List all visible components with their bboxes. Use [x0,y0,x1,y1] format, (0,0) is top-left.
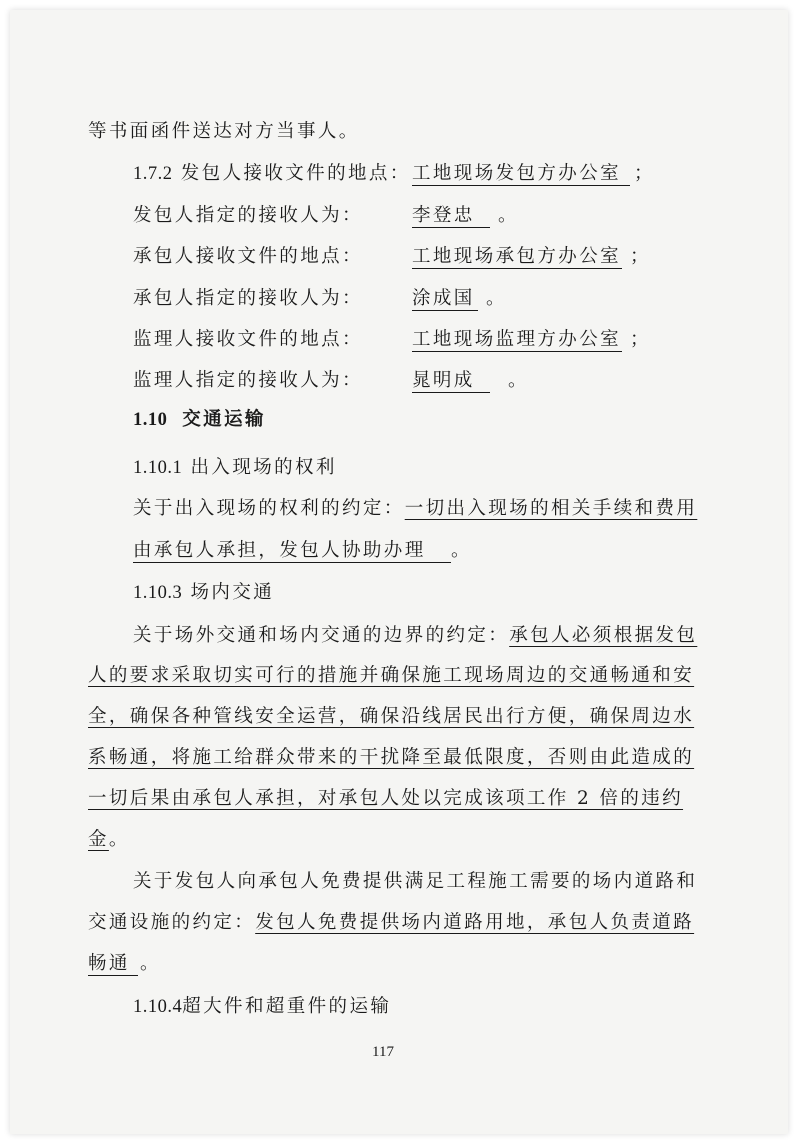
field-value: 工地现场监理方办公室 [412,329,622,350]
text-line [133,245,363,269]
subsection-heading [133,456,337,480]
text-line [88,952,161,976]
subsection-heading [133,995,391,1019]
underlined-value: 人的要求采取切实可行的措施并确保施工现场周边的交通畅通和安 [88,665,695,686]
field-value-line [412,245,651,269]
field-label: 承包人接收文件的地点： [133,246,363,267]
underlined-value: 一切后果由承包人承担，对承包人处以完成该项工作 2 倍的违约 [88,788,684,809]
subsection-number: 1.10.3 [133,583,183,603]
clause-number: 1.7.2 [133,164,173,184]
punctuation: ； [630,246,651,267]
field-value: 晁明成 [412,370,490,393]
paragraph-text: 等书面函件送达对方当事人。 [88,121,360,142]
field-value-line [412,162,655,186]
text-line [133,369,363,393]
text-line [88,828,130,852]
subsection-number: 1.10.1 [133,458,183,478]
field-value-line [412,369,529,393]
underlined-value: 系畅通，将施工给群众带来的干扰降至最低限度，否则由此造成的 [88,747,695,768]
text-line [88,664,694,688]
underlined-value: 畅通 [88,953,138,976]
section-number: 1.10 [133,410,168,430]
punctuation: ； [634,163,655,184]
subsection-title: 场内交通 [190,582,275,603]
punctuation: 。 [508,370,529,391]
text-line [88,787,683,811]
underlined-value: 全，确保各种管线安全运营，确保沿线居民出行方便，确保周边水 [88,706,695,727]
text-line [88,911,694,935]
field-value-line [412,328,651,352]
punctuation: ； [630,329,651,350]
section-heading [133,408,266,432]
section-title: 交通运输 [182,409,266,430]
punctuation: 。 [486,288,507,309]
text-line [133,204,363,228]
field-label: 监理人接收文件的地点： [133,329,363,350]
punctuation: 。 [108,829,130,850]
punctuation: 。 [140,953,161,974]
text-line [88,705,694,729]
page-number: 117 [372,1044,394,1060]
underlined-value: 一切出入现场的相关手续和费用 [404,498,698,519]
field-label: 发包人接收文件的地点： [180,163,411,184]
underlined-value: 承包人必须根据发包 [509,625,698,646]
text-line [133,328,363,352]
subsection-title: 出入现场的权利 [190,457,337,478]
paragraph-text: 关于发包人向承包人免费提供满足工程施工需要的场内道路和 [133,871,698,892]
field-value-line [412,204,519,228]
text-line [133,287,363,311]
underlined-value: 由承包人承担，发包人协助办理 [133,540,451,563]
field-value: 工地现场承包方办公室 [412,246,622,267]
field-label: 监理人指定的接收人为： [133,370,363,391]
field-label: 承包人指定的接收人为： [133,288,363,309]
underlined-value: 发包人免费提供场内道路用地，承包人负责道路 [255,912,695,933]
subsection-title: 超大件和超重件的运输 [182,996,392,1017]
paragraph-label: 关于出入现场的权利的约定： [133,498,405,519]
text-line [133,870,697,894]
subsection-number: 1.10.4 [133,997,183,1017]
punctuation: 。 [451,540,472,561]
clause-1-7-2 [133,162,411,186]
field-label: 发包人指定的接收人为： [133,205,363,226]
text-line [88,746,694,770]
punctuation: 。 [498,205,519,226]
text-line [133,497,697,521]
text-line [133,624,697,648]
field-value: 涂成国 [412,288,478,311]
field-value: 工地现场发包方办公室 [412,163,630,186]
field-value-line [412,287,507,311]
underlined-value: 金 [88,829,109,850]
text-line [133,539,472,563]
paragraph-label: 交通设施的约定： [88,912,256,933]
text-line [88,120,360,144]
field-value: 李登忠 [412,205,490,228]
paragraph-label: 关于场外交通和场内交通的边界的约定： [133,625,510,646]
subsection-heading [133,581,274,605]
